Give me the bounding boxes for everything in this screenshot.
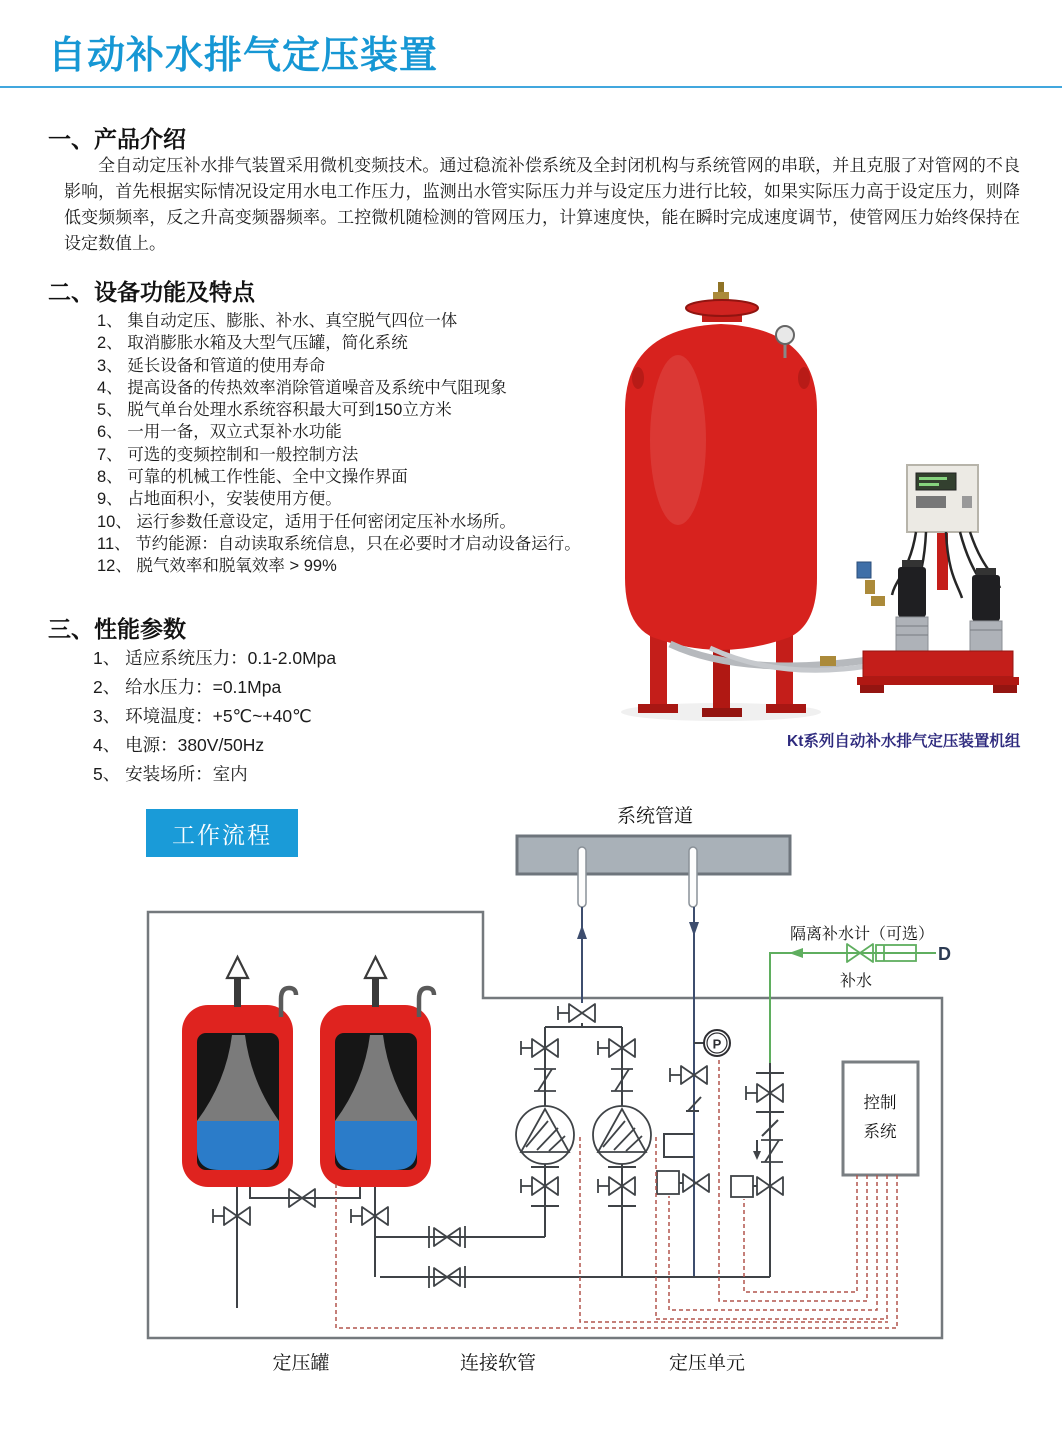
list-item: 12、 脱气效率和脱氧效率 > 99% (97, 557, 337, 576)
workflow-label-button: 工作流程 (146, 809, 298, 857)
tank-drain-valve-icon (213, 1207, 250, 1225)
solenoid-valve-icon (683, 1174, 709, 1192)
gauge-letter: P (712, 1036, 722, 1052)
solenoid-actuator-icon (657, 1171, 679, 1194)
diagram-captions (272, 1352, 745, 1374)
list-item: 6、 一用一备，双立式泵补水功能 (97, 423, 342, 442)
list-item: 5、 脱气单台处理水系统容积最大可到150立方米 (97, 401, 452, 420)
list-item: 2、 给水压力：=0.1Mpa (93, 677, 282, 697)
pump-suction-valve-icon (598, 1039, 635, 1057)
list-item: 4、 提高设备的传热效率消除管道噪音及系统中气阻现象 (97, 378, 507, 397)
makeup-valve-column (731, 1063, 784, 1277)
pump-icon (593, 1106, 651, 1164)
section-heading-intro: 一、产品介绍 (48, 126, 186, 152)
unit-caption: 定压单元 (668, 1353, 746, 1374)
tank-left (182, 957, 296, 1187)
control-cabinet-photo (907, 465, 978, 532)
list-item: 8、 可靠的机械工作性能、全中文操作界面 (97, 468, 408, 487)
column-valve-icon (746, 1084, 783, 1102)
list-item: 3、 环境温度：+5℃~+40℃ (93, 706, 312, 726)
flex-joint-icon (761, 1140, 783, 1162)
pump-discharge-valve-icon (598, 1177, 635, 1195)
d-mark: D (938, 944, 951, 964)
list-item: 3、 延长设备和管道的使用寿命 (97, 356, 326, 375)
list-item: 11、 节约能源：自动读取系统信息，只在必要时才启动设备运行。 (97, 534, 581, 553)
title-divider (0, 86, 1062, 88)
pressure-tanks (182, 957, 434, 1187)
params-list (93, 644, 336, 789)
section-heading-params: 三、性能参数 (48, 616, 186, 642)
flow-down-arrow (689, 922, 699, 936)
inlet-valve-icon (558, 1004, 595, 1022)
tank-piping (213, 1187, 770, 1308)
hose-valve-icon (429, 1226, 465, 1248)
makeup-label: 补水 (839, 973, 873, 990)
pump-suction-valve-icon (521, 1039, 558, 1057)
solenoid-actuator-icon (731, 1176, 753, 1197)
list-item: 10、 运行参数任意设定，适用于任何密闭定压补水场所。 (97, 512, 516, 531)
pump-discharge-valve-icon (521, 1177, 558, 1195)
list-item: 5、 安装场所：室内 (93, 764, 248, 784)
tank-caption: 定压罐 (272, 1353, 330, 1374)
down-arrow (753, 1151, 761, 1160)
list-item: 9、 占地面积小，安装使用方便。 (97, 490, 342, 509)
features-list (97, 310, 581, 578)
tank-outlet-valve-icon (351, 1207, 388, 1225)
list-item: 1、 适应系统压力：0.1-2.0Mpa (93, 648, 337, 668)
list-item: 2、 取消膨胀水箱及大型气压罐，简化系统 (97, 334, 408, 353)
tank-right (320, 957, 434, 1187)
list-item: 1、 集自动定压、膨胀、补水、真空脱气四位一体 (97, 312, 458, 330)
control-label-2: 系统 (863, 1123, 897, 1141)
list-item: 4、 电源：380V/50Hz (93, 735, 265, 755)
page-title: 自动补水排气定压装置 (48, 35, 439, 77)
pressure-gauge-photo (776, 326, 794, 344)
makeup-water-line (770, 925, 951, 1077)
control-label-1: 控制 (863, 1094, 897, 1112)
bypass-loop (664, 1134, 694, 1157)
intro-paragraph: 全自动定压补水排气装置采用微机变频技术。通过稳流补偿系统及全封闭机构与系统管网的串联，并且克服了对管网的不良影响，首先根据实际情况设定用水电工作压力，监测出水管实际压力并与设定压力进行比较，如果实际压力高于设定压力，则降低变频频率，反之升高变频器频率。工控微机随检测的管网压力，计算速度快，能在瞬时完成速度调节，使管网压力始终保持在设定数值上。 (64, 156, 1020, 253)
system-pipe-label: 系统管道 (616, 806, 694, 827)
flow-up-arrow (577, 925, 587, 939)
isolation-meter-label: 隔离补水计（可选） (789, 926, 935, 943)
column-valve-icon (670, 1066, 707, 1084)
hose-valve-icon (429, 1266, 465, 1288)
hose-caption: 连接软管 (459, 1353, 537, 1374)
product-photo (610, 280, 1062, 758)
list-item: 7、 可选的变频控制和一般控制方法 (97, 445, 359, 464)
product-caption: Kt系列自动补水排气定压装置机组 (787, 733, 1021, 750)
section-heading-features: 二、设备功能及特点 (48, 279, 255, 305)
workflow-diagram (0, 780, 1062, 1432)
control-system-box (843, 1062, 918, 1175)
control-system (843, 1062, 918, 1175)
pump-icon (516, 1106, 574, 1164)
flow-left-arrow (789, 948, 803, 958)
